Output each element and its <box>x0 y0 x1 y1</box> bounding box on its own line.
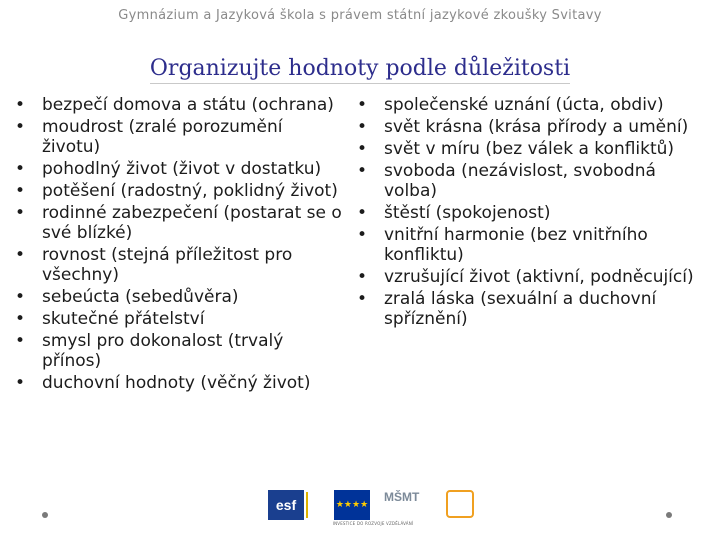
list-item-text: duchovní hodnoty (věčný život) <box>42 373 311 393</box>
list-item <box>14 95 344 115</box>
list-item-text: smysl pro dokonalost (trvalý přínos) <box>42 331 284 371</box>
list-item-text: potěšení (radostný, poklidný život) <box>42 181 338 201</box>
list-item <box>356 117 706 137</box>
bullet-icon: • <box>356 117 368 137</box>
list-item <box>14 373 344 393</box>
list-item-text: bezpečí domova a státu (ochrana) <box>42 95 334 115</box>
values-list-right <box>356 95 706 331</box>
list-item <box>356 225 706 265</box>
list-item-text: zralá láska (sexuální a duchovní spříznění) <box>384 289 657 329</box>
bullet-icon: • <box>356 225 368 245</box>
list-item-text: vnitřní harmonie (bez vnitřního konfliktu) <box>384 225 648 265</box>
op-vk-logo <box>444 490 474 520</box>
bullet-icon: • <box>14 95 26 115</box>
list-item-text: sebeúcta (sebedůvěra) <box>42 287 239 307</box>
list-item <box>14 203 344 243</box>
bullet-icon: • <box>356 95 368 115</box>
list-item <box>14 287 344 307</box>
list-item-text: moudrost (zralé porozumění životu) <box>42 117 283 157</box>
list-item-text: svět krásna (krása přírody a umění) <box>384 117 689 137</box>
bullet-icon: • <box>356 139 368 159</box>
eu-flag-logo <box>334 490 370 520</box>
list-item <box>14 331 344 371</box>
list-item <box>14 117 344 157</box>
bullet-icon: • <box>14 117 26 137</box>
bullet-icon: • <box>14 203 26 223</box>
bullet-icon: • <box>14 331 26 351</box>
list-item-text: vzrušující život (aktivní, podněcující) <box>384 267 694 287</box>
funding-logos <box>268 490 478 526</box>
esf-logo-accent <box>306 492 330 518</box>
bullet-icon: • <box>356 203 368 223</box>
msmt-logo <box>380 490 420 520</box>
list-item-text: svět v míru (bez válek a konfliktů) <box>384 139 675 159</box>
msmt-logo-mark: MŠMT <box>384 490 420 504</box>
values-list-left <box>14 95 344 395</box>
list-item <box>14 309 344 329</box>
list-item-text: rovnost (stejná příležitost pro všechny) <box>42 245 293 285</box>
list-item-text: svoboda (nezávislost, svobodná volba) <box>384 161 656 201</box>
bullet-icon: • <box>14 287 26 307</box>
list-item-text: skutečné přátelství <box>42 309 205 329</box>
list-item <box>14 159 344 179</box>
list-item <box>356 289 706 329</box>
list-item-text: rodinné zabezpečení (postarat se o své blízké) <box>42 203 342 243</box>
list-item <box>356 161 706 201</box>
list-item <box>356 203 706 223</box>
list-item-text: pohodlný život (život v dostatku) <box>42 159 322 179</box>
logos-caption: INVESTICE DO ROZVOJE VZDĚLÁVÁNÍ <box>332 521 414 526</box>
bullet-icon: • <box>14 159 26 179</box>
list-item <box>356 267 706 287</box>
bullet-icon: • <box>356 267 368 287</box>
title-divider <box>150 83 570 84</box>
list-item <box>14 245 344 285</box>
decorative-dot-right <box>666 512 672 518</box>
bullet-icon: • <box>14 373 26 393</box>
bullet-icon: • <box>356 289 368 309</box>
list-item <box>356 139 706 159</box>
eu-stars-icon: ★★★★ <box>335 500 369 510</box>
bullet-icon: • <box>356 161 368 181</box>
esf-logo-mark: esf <box>268 490 304 520</box>
list-item <box>14 181 344 201</box>
list-item-text: štěstí (spokojenost) <box>384 203 551 223</box>
esf-logo <box>268 490 328 520</box>
op-vk-logo-mark <box>446 490 474 518</box>
bullet-icon: • <box>14 309 26 329</box>
school-header: Gymnázium a Jazyková škola s právem státní jazykové zkoušky Svitavy <box>118 8 602 23</box>
bullet-icon: • <box>14 245 26 265</box>
list-item <box>356 95 706 115</box>
decorative-dot-left <box>42 512 48 518</box>
slide-title: Organizujte hodnoty podle důležitosti <box>149 56 571 81</box>
list-item-text: společenské uznání (úcta, obdiv) <box>384 95 664 115</box>
bullet-icon: • <box>14 181 26 201</box>
